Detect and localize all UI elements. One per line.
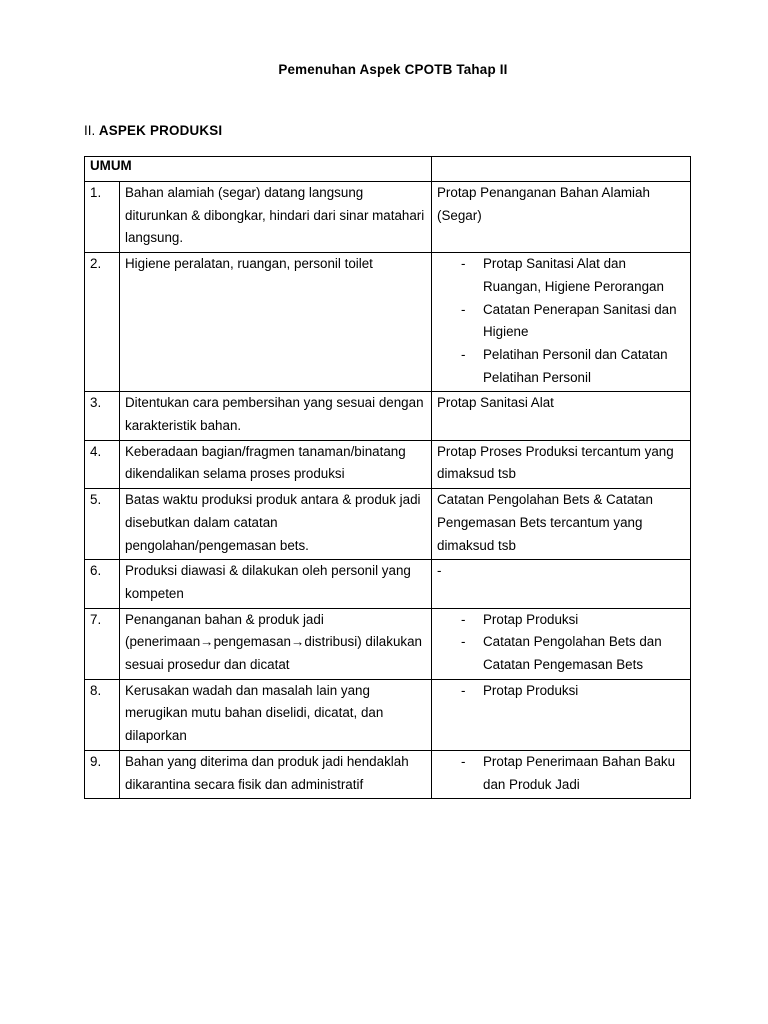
row-number: 6. — [85, 560, 120, 608]
row-document — [432, 608, 691, 679]
table-row — [85, 560, 691, 608]
list-item-text: Protap Produksi — [483, 682, 579, 698]
row-document — [432, 253, 691, 392]
row-document: Protap Sanitasi Alat — [432, 392, 691, 440]
row-description: Kerusakan wadah dan masalah lain yang merugikan mutu bahan diselidi, dicatat, dan dilaporkan — [120, 679, 432, 750]
row-document: Protap Penanganan Bahan Alamiah (Segar) — [432, 182, 691, 253]
list-item-text: Catatan Penerapan Sanitasi dan Higiene — [483, 301, 677, 340]
dash-bullet: - — [461, 682, 466, 698]
row-document — [432, 750, 691, 798]
table-header-empty — [432, 157, 691, 182]
row-number: 8. — [85, 679, 120, 750]
requirements-table — [84, 156, 691, 799]
table-row — [85, 253, 691, 392]
dash-bullet: - — [461, 346, 466, 362]
row-number: 2. — [85, 253, 120, 392]
table-row — [85, 440, 691, 488]
table-row — [85, 392, 691, 440]
list-item-text: Protap Penerimaan Bahan Baku dan Produk Jadi — [483, 753, 676, 792]
row-number: 5. — [85, 489, 120, 560]
table-row — [85, 489, 691, 560]
list-item-text: Protap Sanitasi Alat dan Ruangan, Higiene Perorangan — [483, 256, 664, 294]
list-item-text: Pelatihan Personil dan Catatan Pelatihan Personil — [483, 346, 668, 385]
row-document: Protap Proses Produksi tercantum yang dimaksud tsb — [432, 440, 691, 488]
table-row — [85, 182, 691, 253]
section-title: ASPEK PRODUKSI — [98, 123, 223, 138]
row-description: Ditentukan cara pembersihan yang sesuai dengan karakteristik bahan. — [120, 392, 432, 440]
row-number: 1. — [85, 182, 120, 253]
row-number: 9. — [85, 750, 120, 798]
row-description: Higiene peralatan, ruangan, personil toilet — [120, 253, 432, 392]
list-item — [437, 253, 686, 298]
row-number: 3. — [85, 392, 120, 440]
document-list — [437, 680, 686, 703]
row-description: Penanganan bahan & produk jadi (penerimaan→pengemasan→distribusi) dilakukan sesuai prosedur dan dicatat — [120, 608, 432, 679]
row-description: Produksi diawasi & dilakukan oleh personil yang kompeten — [120, 560, 432, 608]
row-description: Bahan alamiah (segar) datang langsung diturunkan & dibongkar, hindari dari sinar matahari langsung. — [120, 182, 432, 253]
dash-bullet: - — [461, 611, 466, 627]
list-item — [437, 680, 686, 703]
document-list — [437, 609, 686, 677]
row-description: Batas waktu produksi produk antara & produk jadi disebutkan dalam catatan pengolahan/pengemasan bets. — [120, 489, 432, 560]
document-list — [437, 253, 686, 389]
table-row — [85, 679, 691, 750]
row-document: Catatan Pengolahan Bets & Catatan Pengemasan Bets tercantum yang dimaksud tsb — [432, 489, 691, 560]
document-title: Pemenuhan Aspek CPOTB Tahap II — [278, 62, 508, 77]
section-heading — [84, 123, 222, 138]
dash-bullet: - — [461, 634, 466, 650]
dash-bullet: - — [461, 753, 466, 769]
table-row — [85, 608, 691, 679]
list-item-text: Catatan Pengolahan Bets dan Catatan Pengemasan Bets — [483, 634, 662, 673]
dash-bullet: - — [461, 301, 466, 317]
table-header-row — [85, 157, 691, 182]
list-item — [437, 631, 686, 676]
list-item — [437, 344, 686, 389]
row-description: Keberadaan bagian/fragmen tanaman/binatang dikendalikan selama proses produksi — [120, 440, 432, 488]
row-document: - — [432, 560, 691, 608]
table-header-umum: UMUM — [85, 157, 432, 182]
row-number: 4. — [85, 440, 120, 488]
section-number: II. — [84, 123, 96, 138]
row-number: 7. — [85, 608, 120, 679]
list-item — [437, 609, 686, 632]
list-item — [437, 751, 686, 796]
row-description: Bahan yang diterima dan produk jadi hendaklah dikarantina secara fisik dan administratif — [120, 750, 432, 798]
row-document — [432, 679, 691, 750]
document-list — [437, 751, 686, 796]
dash-bullet: - — [461, 256, 466, 272]
list-item-text: Protap Produksi — [483, 611, 579, 627]
list-item — [437, 299, 686, 344]
table-row — [85, 750, 691, 798]
